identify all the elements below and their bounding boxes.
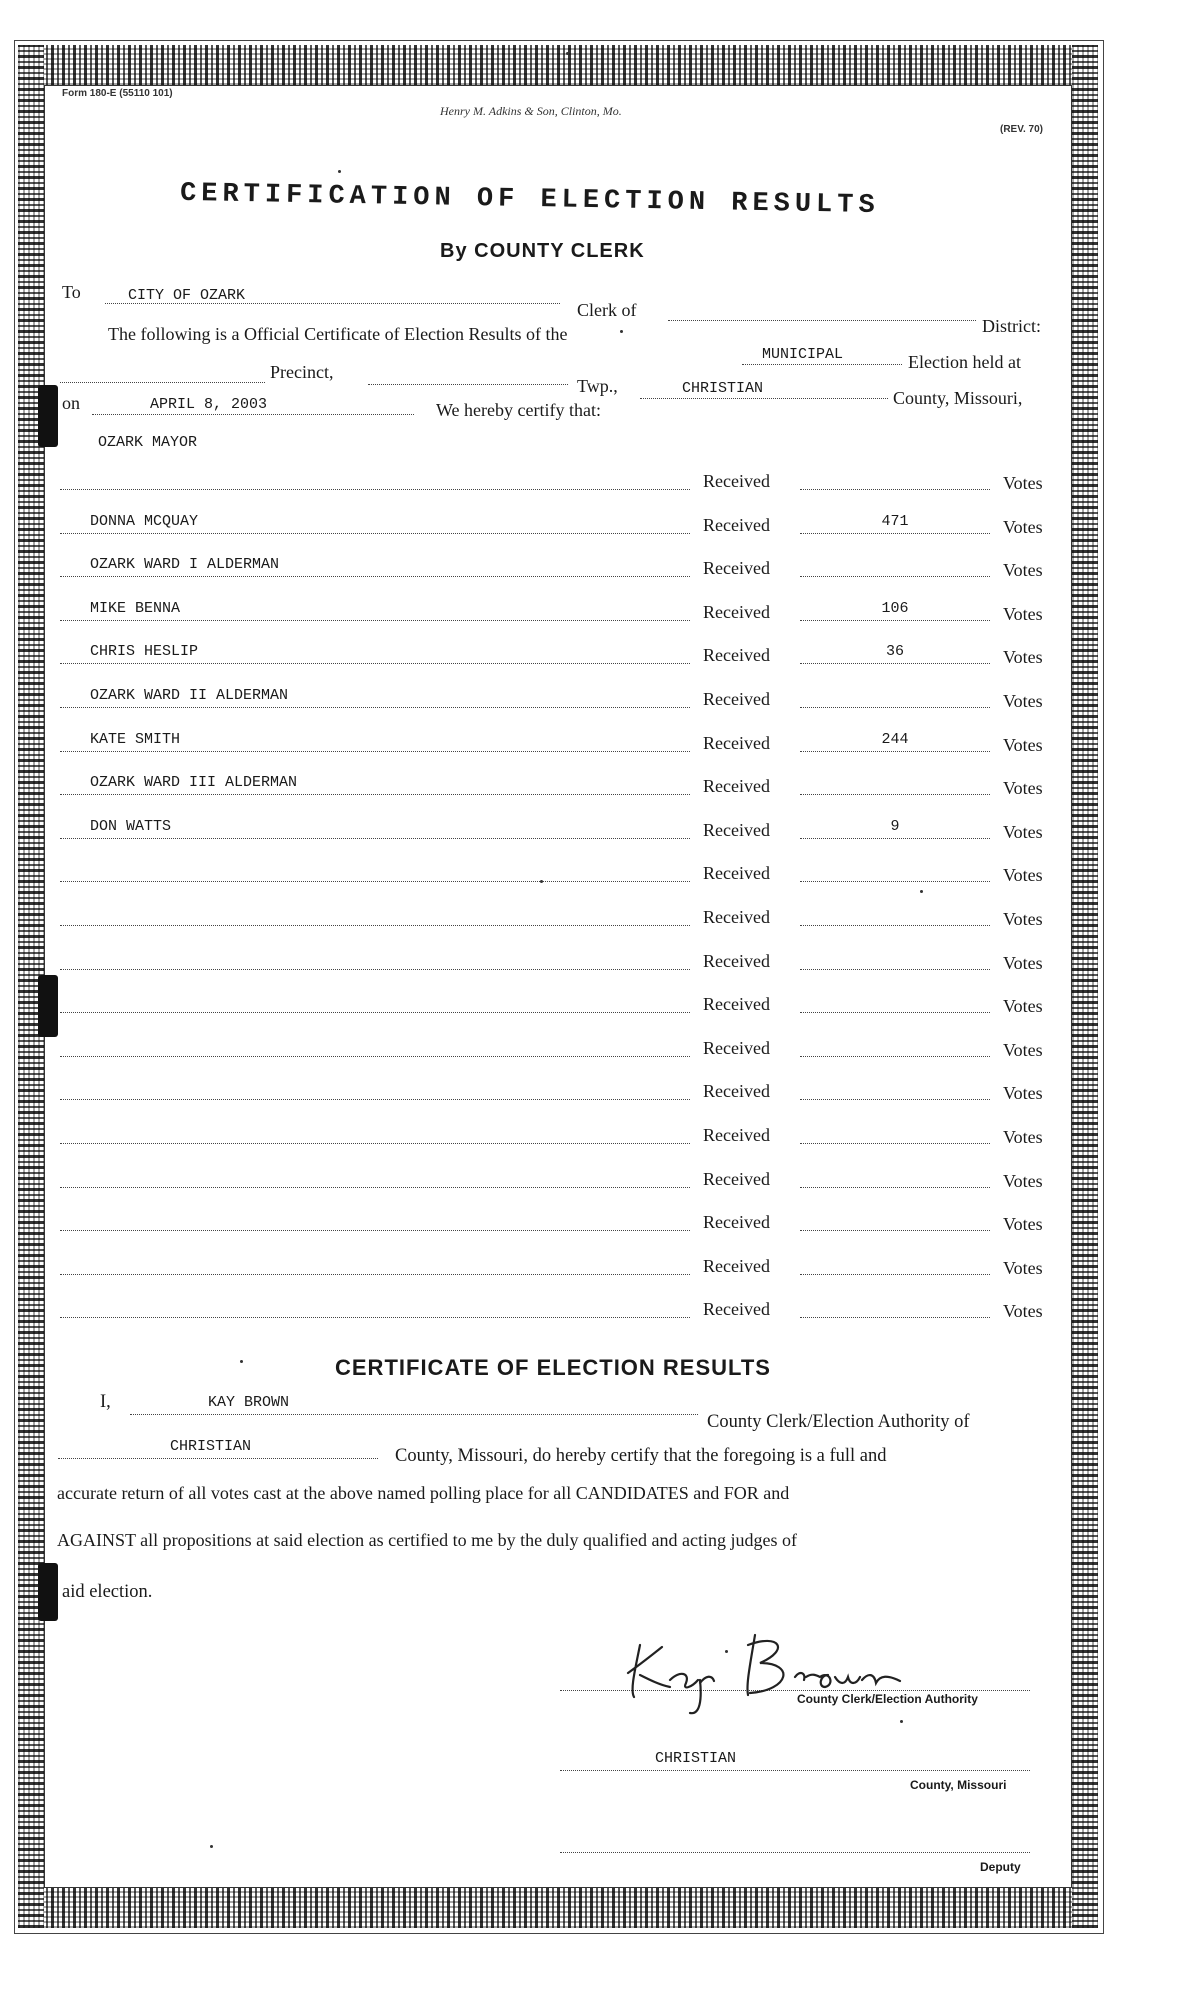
votes-label: Votes [1003,1083,1043,1104]
certificate-line-3: accurate return of all votes cast at the above named polling place for all CANDIDATES and FOR and [57,1483,790,1503]
votes-fill-line [800,1274,990,1275]
votes-fill-line [800,1056,990,1057]
election-held-label: Election held at [908,352,1021,372]
twp-value: CHRISTIAN [682,380,764,397]
votes-fill-line [800,707,990,708]
page-subtitle: By COUNTY CLERK [440,240,645,262]
result-row [60,589,1060,629]
vote-count: 471 [881,512,909,530]
candidate-name: CHRIS HESLIP [90,643,199,661]
received-label: Received [703,776,770,797]
candidate-fill-line [60,707,690,708]
candidate-fill-line [60,1099,690,1100]
received-label: Received [703,732,770,753]
result-row [60,632,1060,672]
votes-fill-line [800,576,990,577]
certificate-line-4: AGAINST all propositions at said election as certified to me by the duly qualified and acting judges of [57,1530,797,1550]
clerk-of-fill-line [668,320,976,321]
signature-county-value: CHRISTIAN [655,1750,737,1767]
votes-label: Votes [1003,821,1043,842]
form-number: Form 180-E (55110 101) [62,88,173,99]
received-label: Received [703,1125,770,1145]
certificate-line-2: County, Missouri, do hereby certify that the foregoing is a full and [395,1446,887,1466]
to-value: CITY OF OZARK [128,287,246,304]
votes-fill-line [800,1317,990,1318]
candidate-fill-line [60,881,690,882]
page-title: CERTIFICATION OF ELECTION RESULTS [179,178,880,222]
votes-label: Votes [1003,1214,1043,1235]
votes-label: Votes [1003,603,1043,624]
candidate-name: KATE SMITH [90,730,181,748]
scan-speck [620,330,623,333]
to-label: To [62,282,81,302]
result-row [60,1199,1060,1239]
result-row [60,1243,1060,1283]
scan-speck [566,52,569,55]
candidate-fill-line [60,925,690,926]
candidate-fill-line [60,533,690,534]
result-row [60,1286,1060,1326]
received-label: Received [703,1255,770,1276]
received-label: Received [703,601,770,622]
election-type-fill-line [742,364,902,365]
votes-label: Votes [1003,691,1043,711]
scan-speck [920,890,923,893]
certificate-line-5: aid election. [62,1582,153,1602]
county-fill-line [58,1458,378,1459]
candidate-name: MIKE BENNA [90,599,181,617]
votes-label: Votes [1003,909,1043,929]
candidate-fill-line [60,620,690,621]
result-row [60,894,1060,934]
redaction-mark [38,385,58,447]
candidate-fill-line [60,969,690,970]
candidate-fill-line [60,1143,690,1144]
redaction-mark [38,975,58,1037]
votes-fill-line [800,751,990,752]
received-label: Received [703,1168,770,1189]
race-ozark-mayor: OZARK MAYOR [98,434,198,451]
received-label: Received [703,645,770,666]
candidate-fill-line [60,489,690,490]
district-label: District: [982,316,1041,336]
votes-fill-line [800,1143,990,1144]
date-fill-line [92,414,414,415]
result-row [60,763,1060,803]
deputy-caption: Deputy [980,1860,1021,1874]
votes-label: Votes [1003,778,1043,799]
signature-county-line [560,1770,1030,1771]
candidate-fill-line [60,751,690,752]
votes-fill-line [800,1012,990,1013]
result-row [60,502,1060,542]
received-label: Received [703,1212,770,1233]
result-row [60,850,1060,890]
result-row [60,938,1060,978]
received-label: Received [703,471,770,491]
certify-label: We hereby certify that: [436,400,601,420]
certificate-i-label: I, [100,1392,111,1412]
votes-label: Votes [1003,1170,1043,1191]
votes-fill-line [800,533,990,534]
scan-speck [338,170,341,173]
signature-caption: County Clerk/Election Authority [797,1692,978,1706]
precinct-label: Precinct, [270,362,334,382]
received-label: Received [703,1081,770,1102]
candidate-fill-line [60,1056,690,1057]
votes-label: Votes [1003,1127,1043,1147]
candidate-fill-line [60,794,690,795]
vote-count: 36 [885,643,904,661]
candidate-name: DON WATTS [90,817,172,835]
candidate-fill-line [60,1230,690,1231]
candidate-name: OZARK WARD II ALDERMAN [90,687,289,704]
received-label: Received [703,907,770,927]
bottom-ornamental-border [18,1888,1098,1928]
votes-fill-line [800,881,990,882]
votes-fill-line [800,1099,990,1100]
clerk-name-value: KAY BROWN [208,1394,290,1411]
result-row [60,545,1060,585]
result-row [60,1156,1060,1196]
votes-fill-line [800,925,990,926]
certificate-county-value: CHRISTIAN [170,1438,252,1455]
precinct-lead-line [60,382,265,383]
votes-label: Votes [1003,1257,1043,1278]
vote-count: 244 [881,730,909,748]
scan-speck [725,1650,728,1653]
votes-fill-line [800,1230,990,1231]
twp-fill-line [640,398,888,399]
county-label: County, Missouri, [893,388,1023,408]
on-label: on [62,393,80,413]
votes-fill-line [800,489,990,490]
result-row [60,981,1060,1021]
votes-label: Votes [1003,996,1043,1017]
candidate-fill-line [60,663,690,664]
votes-fill-line [800,794,990,795]
votes-label: Votes [1003,647,1043,668]
candidate-fill-line [60,838,690,839]
printer-credit: Henry M. Adkins & Son, Clinton, Mo. [440,104,622,118]
result-row [60,1025,1060,1065]
top-ornamental-border [18,45,1098,85]
vote-count: 9 [890,817,900,835]
received-label: Received [703,819,770,840]
votes-fill-line [800,969,990,970]
date-value: APRIL 8, 2003 [150,396,268,413]
votes-label: Votes [1003,734,1043,755]
received-label: Received [703,863,770,884]
scan-speck [240,1360,243,1363]
election-type-value: MUNICIPAL [762,346,844,363]
received-label: Received [703,558,770,579]
candidate-fill-line [60,1012,690,1013]
votes-label: Votes [1003,865,1043,886]
deputy-line [560,1852,1030,1853]
revision-label: (REV. 70) [1000,124,1043,135]
received-label: Received [703,514,770,535]
received-label: Received [703,950,770,971]
right-ornamental-border [1072,45,1098,1928]
scan-speck [900,1720,903,1723]
county-caption: County, Missouri [910,1778,1007,1792]
received-label: Received [703,1299,770,1320]
votes-label: Votes [1003,1039,1043,1060]
vote-count: 106 [881,599,909,617]
result-row [60,458,1060,498]
result-row [60,676,1060,716]
candidate-fill-line [60,576,690,577]
votes-label: Votes [1003,1301,1043,1322]
votes-label: Votes [1003,516,1043,537]
result-row [60,720,1060,760]
result-row [60,1068,1060,1108]
scan-speck [540,880,543,883]
certificate-intro-text: The following is a Official Certificate of Election Results of the [108,324,568,344]
candidate-fill-line [60,1187,690,1188]
candidate-name: DONNA MCQUAY [90,512,199,530]
votes-label: Votes [1003,952,1043,973]
clerk-of-label: Clerk of [577,300,637,320]
votes-fill-line [800,838,990,839]
redaction-mark [38,1563,58,1621]
received-label: Received [703,689,770,709]
authority-label: County Clerk/Election Authority of [707,1412,970,1432]
twp-label: Twp., [577,376,618,396]
votes-fill-line [800,620,990,621]
scan-speck [210,1845,213,1848]
candidate-fill-line [60,1317,690,1318]
certificate-title: CERTIFICATE OF ELECTION RESULTS [335,1355,771,1380]
result-row [60,1112,1060,1152]
received-label: Received [703,994,770,1015]
result-row [60,807,1060,847]
votes-label: Votes [1003,473,1043,493]
candidate-name: OZARK WARD I ALDERMAN [90,556,280,574]
candidate-fill-line [60,1274,690,1275]
received-label: Received [703,1037,770,1058]
candidate-name: OZARK WARD III ALDERMAN [90,774,298,792]
precinct-fill-line [368,384,568,385]
votes-label: Votes [1003,560,1043,581]
clerk-name-fill-line [130,1414,698,1415]
votes-fill-line [800,1187,990,1188]
votes-fill-line [800,663,990,664]
